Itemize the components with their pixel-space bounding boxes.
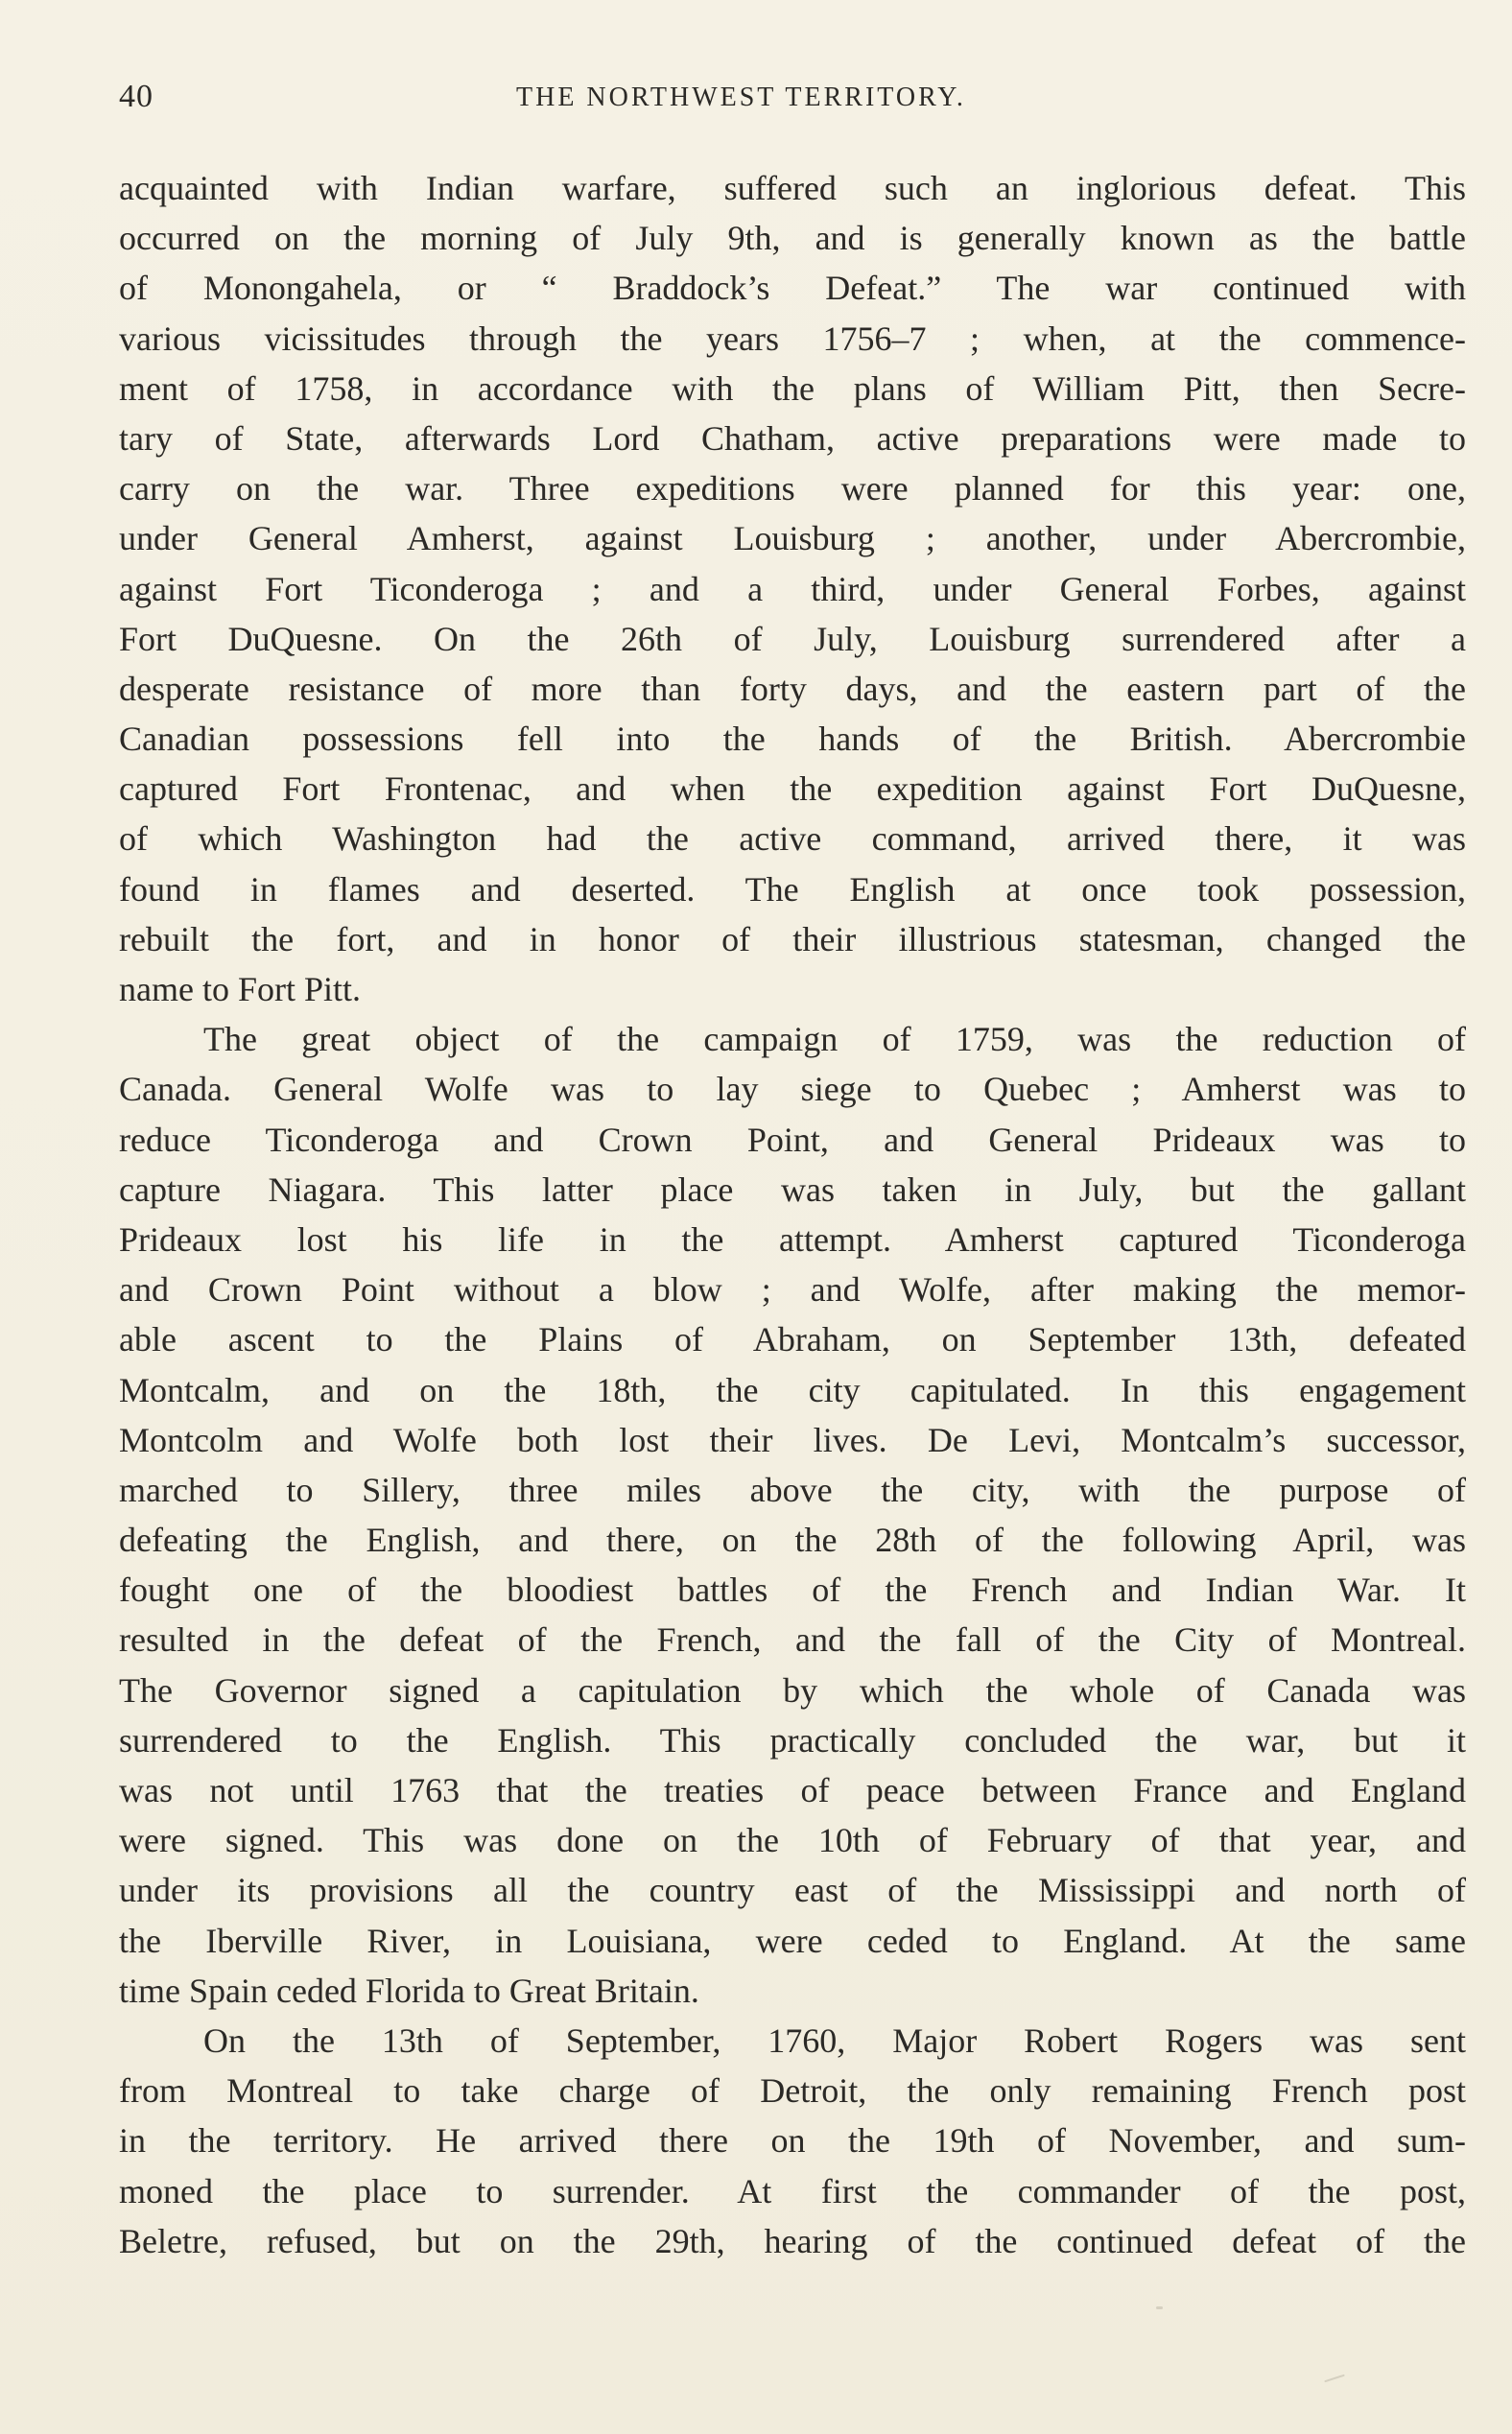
paragraph: [119, 163, 1466, 1014]
text-line: under its provisions all the country east of the Mississippi and north of: [119, 1871, 1466, 1910]
text-line: surrendered to the English. This practically concluded the war, but it: [119, 1720, 1466, 1760]
text-line: time Spain ceded Florida to Great Britain.: [119, 1971, 699, 2010]
text-line: moned the place to surrender. At first the commander of the post,: [119, 2171, 1466, 2210]
text-line: the Iberville River, in Louisiana, were ceded to England. At the same: [119, 1921, 1466, 1960]
text-line: were signed. This was done on the 10th of February of that year, and: [119, 1821, 1466, 1860]
paragraph: [119, 2016, 1466, 2266]
text-line: occurred on the morning of July 9th, and is generally known as the battle: [119, 219, 1466, 258]
text-line: desperate resistance of more than forty days, and the eastern part of the: [119, 669, 1466, 708]
text-line: name to Fort Pitt.: [119, 970, 361, 1008]
text-line: of which Washington had the active command, arrived there, it was: [119, 819, 1466, 859]
text-line: rebuilt the fort, and in honor of their illustrious statesman, changed the: [119, 919, 1466, 958]
text-line: found in flames and deserted. The English at once took possession,: [119, 869, 1466, 909]
text-line: in the territory. He arrived there on the 19th of November, and sum-: [119, 2121, 1466, 2161]
body-text: [119, 163, 1466, 2266]
text-line: and Crown Point without a blow ; and Wolfe, after making the memor-: [119, 1270, 1466, 1310]
ink-speck: [1156, 2306, 1163, 2309]
text-line: capture Niagara. This latter place was taken in July, but the gallant: [119, 1170, 1466, 1209]
text-line: On the 13th of September, 1760, Major Robert Rogers was sent: [203, 2020, 1466, 2060]
text-line: of Monongahela, or “ Braddock’s Defeat.” The war continued with: [119, 269, 1466, 308]
text-line: against Fort Ticonderoga ; and a third, under General Forbes, against: [119, 569, 1466, 608]
paragraph: [119, 1014, 1466, 2016]
text-line: able ascent to the Plains of Abraham, on September 13th, defeated: [119, 1320, 1466, 1359]
text-line: Montcolm and Wolfe both lost their lives. De Levi, Montcalm’s successor,: [119, 1420, 1466, 1459]
text-line: Canada. General Wolfe was to lay siege to Quebec ; Amherst was to: [119, 1070, 1466, 1109]
text-line: resulted in the defeat of the French, and the fall of the City of Montreal.: [119, 1620, 1466, 1660]
text-line: was not until 1763 that the treaties of peace between France and England: [119, 1771, 1466, 1809]
text-line: Canadian possessions fell into the hands of the British. Abercrombie: [119, 720, 1466, 759]
text-line: various vicissitudes through the years 1756–7 ; when, at the commence-: [119, 319, 1466, 358]
page-number: 40: [119, 79, 154, 114]
text-line: from Montreal to take charge of Detroit, the only remaining French post: [119, 2071, 1466, 2111]
text-line: Montcalm, and on the 18th, the city capitulated. In this engagement: [119, 1370, 1466, 1409]
text-line: tary of State, afterwards Lord Chatham, active preparations were made to: [119, 418, 1466, 458]
text-line: The great object of the campaign of 1759, was the reduction of: [203, 1020, 1466, 1059]
text-line: acquainted with Indian warfare, suffered such an inglorious defeat. This: [119, 169, 1466, 207]
text-line: Beletre, refused, but on the 29th, hearing of the continued defeat of the: [119, 2221, 1466, 2260]
text-line: captured Fort Frontenac, and when the expedition against Fort DuQuesne,: [119, 769, 1466, 809]
text-line: Prideaux lost his life in the attempt. Amherst captured Ticonderoga: [119, 1219, 1466, 1259]
running-head: THE NORTHWEST TERRITORY.: [516, 83, 966, 112]
text-line: ment of 1758, in accordance with the plans of William Pitt, then Secre-: [119, 368, 1466, 408]
text-line: defeating the English, and there, on the 28th of the following April, was: [119, 1521, 1466, 1560]
text-line: under General Amherst, against Louisburg ; another, under Abercrombie,: [119, 519, 1466, 558]
page-header: [119, 79, 1462, 127]
text-line: Fort DuQuesne. On the 26th of July, Louisburg surrendered after a: [119, 619, 1466, 658]
text-line: marched to Sillery, three miles above the city, with the purpose of: [119, 1470, 1466, 1509]
text-line: The Governor signed a capitulation by which the whole of Canada was: [119, 1670, 1466, 1710]
text-line: carry on the war. Three expeditions were planned for this year: one,: [119, 469, 1466, 508]
text-line: fought one of the bloodiest battles of the French and Indian War. It: [119, 1571, 1466, 1610]
ink-speck: [1324, 2375, 1345, 2383]
text-line: reduce Ticonderoga and Crown Point, and General Prideaux was to: [119, 1120, 1466, 1159]
